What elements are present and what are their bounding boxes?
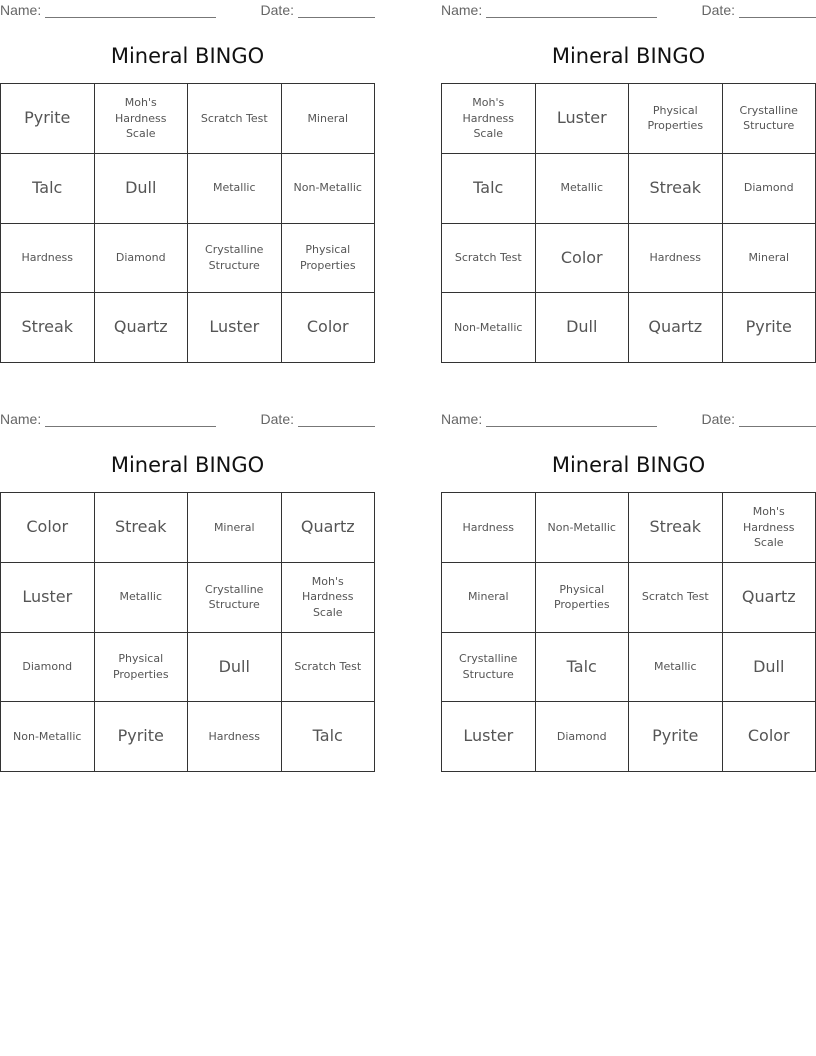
bingo-cell: Physical Properties — [95, 633, 189, 703]
bingo-cell: Talc — [282, 702, 376, 772]
date-label: Date: — [260, 411, 294, 427]
bingo-cell: Luster — [188, 293, 282, 363]
bingo-cell: Crystalline Structure — [723, 84, 816, 154]
bingo-cell: Quartz — [95, 293, 189, 363]
date-field — [702, 2, 816, 18]
name-label: Name: — [441, 2, 483, 18]
name-label: Name: — [0, 411, 42, 427]
bingo-cell: Physical Properties — [282, 224, 376, 294]
bingo-grid — [0, 492, 375, 772]
bingo-cell: Quartz — [723, 563, 816, 633]
bingo-cell: Non-Metallic — [536, 493, 630, 563]
name-label: Name: — [441, 411, 483, 427]
bingo-card — [441, 0, 816, 365]
bingo-cell: Luster — [536, 84, 630, 154]
bingo-cell: Metallic — [188, 154, 282, 224]
name-label: Name: — [0, 2, 42, 18]
date-blank-line — [298, 4, 375, 18]
card-header — [0, 409, 375, 429]
bingo-cell: Hardness — [1, 224, 95, 294]
bingo-cell: Diamond — [723, 154, 816, 224]
bingo-grid — [441, 83, 816, 363]
bingo-cell: Hardness — [188, 702, 282, 772]
bingo-cell: Quartz — [282, 493, 376, 563]
bingo-grid — [0, 83, 375, 363]
date-field — [261, 411, 375, 427]
bingo-cell: Dull — [723, 633, 816, 703]
date-label: Date: — [701, 411, 735, 427]
bingo-cell: Hardness — [442, 493, 536, 563]
bingo-cell: Talc — [536, 633, 630, 703]
name-blank-line — [45, 413, 216, 427]
bingo-cell: Mineral — [723, 224, 816, 294]
card-header — [0, 0, 375, 20]
bingo-cell: Talc — [442, 154, 536, 224]
bingo-cell: Streak — [95, 493, 189, 563]
card-title: Mineral BINGO — [110, 44, 265, 68]
bingo-cell: Scratch Test — [188, 84, 282, 154]
card-header — [441, 0, 816, 20]
bingo-cell: Crystalline Structure — [188, 224, 282, 294]
bingo-cell: Hardness — [629, 224, 723, 294]
bingo-cell: Scratch Test — [442, 224, 536, 294]
name-field — [0, 2, 216, 18]
date-blank-line — [739, 413, 816, 427]
name-blank-line — [486, 4, 657, 18]
bingo-cell: Metallic — [629, 633, 723, 703]
bingo-cell: Moh's Hardness Scale — [95, 84, 189, 154]
bingo-cell: Luster — [1, 563, 95, 633]
bingo-cell: Streak — [1, 293, 95, 363]
bingo-cell: Crystalline Structure — [442, 633, 536, 703]
card-header — [441, 409, 816, 429]
bingo-cell: Color — [723, 702, 816, 772]
bingo-card — [441, 409, 816, 774]
date-label: Date: — [260, 2, 294, 18]
date-blank-line — [739, 4, 816, 18]
bingo-cell: Dull — [188, 633, 282, 703]
bingo-cell: Pyrite — [723, 293, 816, 363]
bingo-card — [0, 0, 375, 365]
bingo-cell: Color — [1, 493, 95, 563]
bingo-cell: Diamond — [95, 224, 189, 294]
bingo-cell: Moh's Hardness Scale — [282, 563, 376, 633]
date-field — [261, 2, 375, 18]
card-title: Mineral BINGO — [551, 44, 706, 68]
bingo-cell: Mineral — [188, 493, 282, 563]
date-label: Date: — [701, 2, 735, 18]
bingo-cell: Pyrite — [629, 702, 723, 772]
bingo-cell: Pyrite — [1, 84, 95, 154]
card-title: Mineral BINGO — [551, 453, 706, 477]
name-field — [441, 2, 657, 18]
bingo-cell: Physical Properties — [629, 84, 723, 154]
bingo-cell: Mineral — [442, 563, 536, 633]
bingo-cell: Pyrite — [95, 702, 189, 772]
bingo-cell: Non-Metallic — [282, 154, 376, 224]
bingo-cell: Streak — [629, 154, 723, 224]
bingo-cell: Color — [536, 224, 630, 294]
bingo-cell: Physical Properties — [536, 563, 630, 633]
bingo-cell: Luster — [442, 702, 536, 772]
bingo-cell: Quartz — [629, 293, 723, 363]
bingo-card — [0, 409, 375, 774]
bingo-cell: Non-Metallic — [442, 293, 536, 363]
bingo-cell: Metallic — [536, 154, 630, 224]
name-blank-line — [486, 413, 657, 427]
bingo-cell: Mineral — [282, 84, 376, 154]
bingo-cell: Dull — [536, 293, 630, 363]
bingo-cell: Moh's Hardness Scale — [723, 493, 816, 563]
bingo-cell: Non-Metallic — [1, 702, 95, 772]
date-field — [702, 411, 816, 427]
bingo-cell: Scratch Test — [282, 633, 376, 703]
bingo-cell: Diamond — [1, 633, 95, 703]
bingo-cell: Scratch Test — [629, 563, 723, 633]
name-field — [441, 411, 657, 427]
name-blank-line — [45, 4, 216, 18]
bingo-grid — [441, 492, 816, 772]
date-blank-line — [298, 413, 375, 427]
bingo-cell: Moh's Hardness Scale — [442, 84, 536, 154]
bingo-cell: Talc — [1, 154, 95, 224]
bingo-cell: Streak — [629, 493, 723, 563]
bingo-cell: Metallic — [95, 563, 189, 633]
name-field — [0, 411, 216, 427]
bingo-cell: Color — [282, 293, 376, 363]
bingo-cell: Diamond — [536, 702, 630, 772]
card-title: Mineral BINGO — [110, 453, 265, 477]
bingo-cell: Dull — [95, 154, 189, 224]
bingo-cell: Crystalline Structure — [188, 563, 282, 633]
